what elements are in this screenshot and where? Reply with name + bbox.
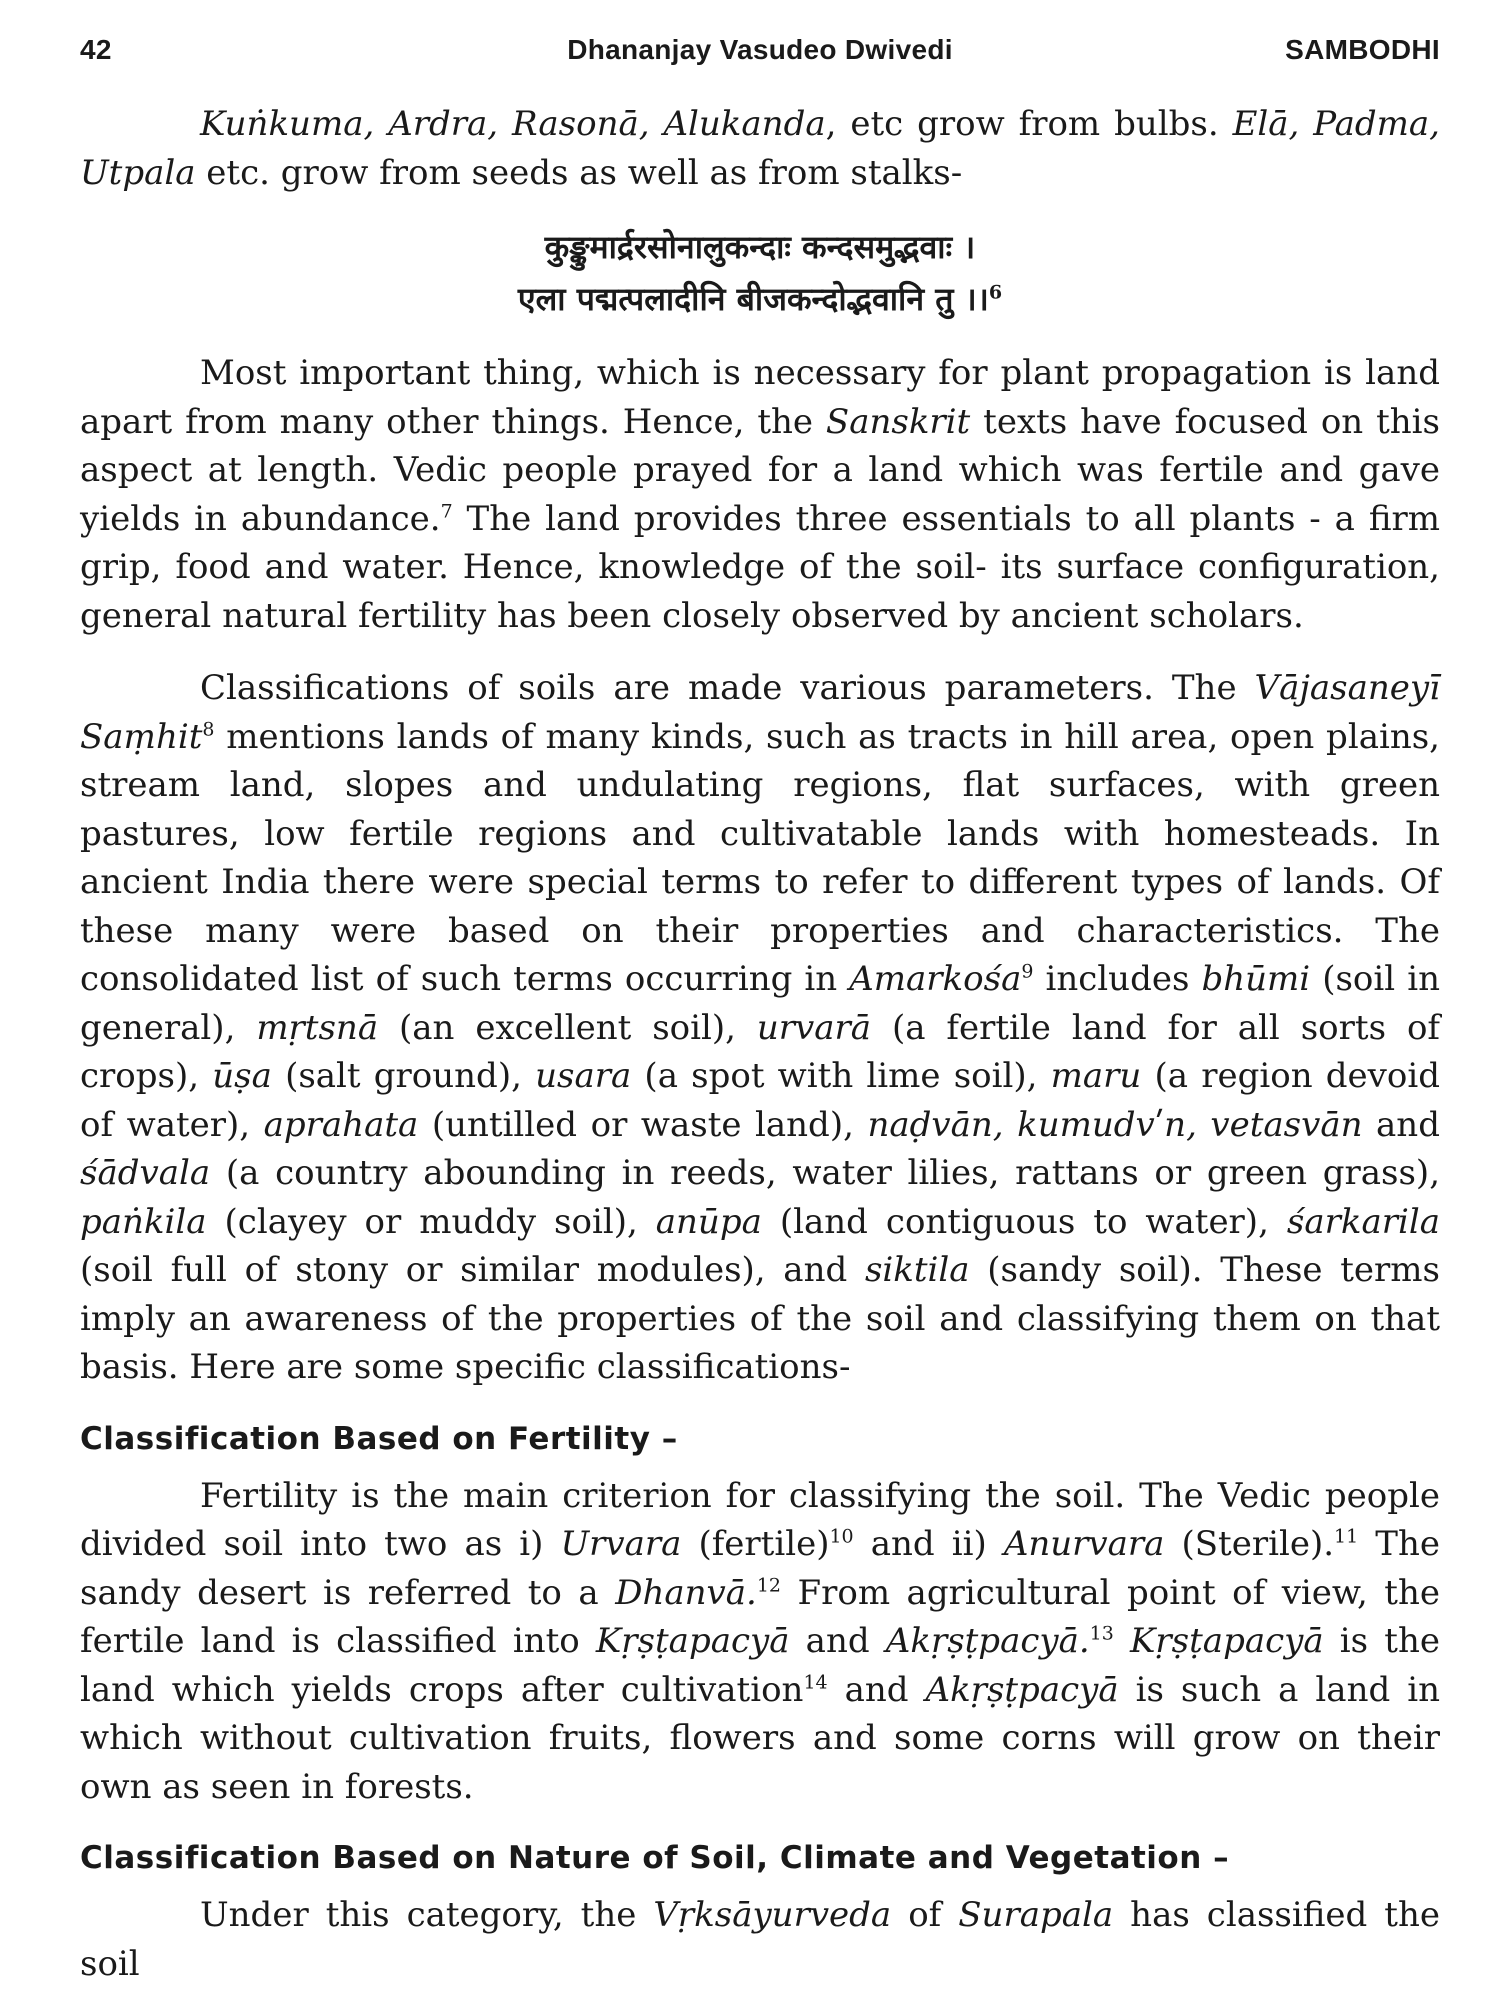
footnote-marker: 9 [1021, 960, 1034, 983]
running-head-journal: SAMBODHI [1285, 34, 1440, 65]
text-run: Classifications of soils are made various parameters. The [200, 668, 1255, 708]
running-header [80, 30, 1440, 80]
text-run: is such a land in which without cultivation fruits, flowers and some corns will grow on their own as seen in forests. [80, 1669, 1440, 1807]
text-run: (sandy soil). These terms imply an awareness of the properties of the soil and classifying them on that basis. Here are some specific classifications- [80, 1250, 1440, 1387]
footnote-marker: 14 [803, 1671, 828, 1694]
section-heading-nature-of-soil: Classification Based on Nature of Soil, Climate and Vegetation – [80, 1840, 1230, 1876]
page-body [80, 100, 1440, 1988]
page-number: 42 [80, 34, 112, 65]
text-run: (an excellent soil), [378, 1007, 757, 1048]
italic-term: Akṛṣṭpacyā. [885, 1621, 1090, 1661]
text-run: and [1362, 1104, 1440, 1145]
text-run: has classified the soil [80, 1895, 1440, 1984]
text-run: The sandy desert is referred to a [80, 1524, 1440, 1613]
section-heading-fertility: Classification Based on Fertility – [80, 1420, 678, 1457]
italic-term: Surapala [958, 1895, 1114, 1935]
italic-term: Akṛṣṭpacyā [925, 1669, 1119, 1710]
text-run: and [789, 1621, 886, 1661]
text-run: (a fertile land for all sorts of crops), [80, 1007, 1440, 1096]
italic-term: maru [1050, 1056, 1142, 1096]
text-run: texts have focused on this aspect at length. Vedic people prayed for a land which was fertile and gave yields in abundance. [80, 401, 1440, 539]
text-run: (land contiguous to water), [761, 1201, 1287, 1242]
text-run: (fertile) [681, 1524, 830, 1564]
text-run: etc. grow from seeds as well as from stalks- [195, 152, 963, 193]
verse-line-2-text: एला पद्मत्पलादीनि बीजकन्दोद्भवानि तु ।। [517, 280, 989, 318]
italic-term: Dhanvā. [615, 1572, 757, 1613]
text-run: and [827, 1669, 926, 1710]
paragraph-land [80, 349, 1440, 640]
paragraph-bulbs-seeds [80, 100, 1440, 197]
text-run: Fertility is the main criterion for classifying the soil. The Vedic people divided soil into two as i) [80, 1475, 1440, 1564]
italic-term: Elā, Padma, Utpala [80, 104, 1440, 193]
text-run: includes [1033, 959, 1202, 999]
text-run: (salt ground), [271, 1056, 536, 1096]
text-run: Under this category, the [200, 1895, 654, 1935]
text-run: of [891, 1895, 959, 1935]
footnote-marker: 13 [1089, 1622, 1114, 1645]
footnote-marker: 10 [829, 1525, 854, 1548]
footnote-marker: 7 [440, 500, 453, 523]
text-run: Most important thing, which is necessary for plant propagation is land apart from many other things. Hence, the [80, 353, 1440, 442]
running-head-author: Dhananjay Vasudeo Dwivedi [567, 34, 953, 65]
italic-term: śādvala [80, 1153, 211, 1193]
text-run: (clayey or muddy soil), [206, 1201, 656, 1242]
text-run: (soil full of stony or similar modules), and [80, 1250, 865, 1290]
footnote-marker: 6 [988, 281, 1003, 304]
italic-term: bhūmi [1201, 959, 1311, 999]
text-run: The land provides three essentials to all plants - a firm grip, food and water. Hence, knowledge of the soil- its surface configuration, general natural fertility has been closely observed by ancient scholars. [80, 498, 1440, 636]
italic-term: Vṛksāyurveda [653, 1895, 892, 1935]
italic-term: aprahata [263, 1104, 419, 1145]
sanskrit-verse [80, 221, 1440, 325]
footnote-marker: 8 [202, 718, 215, 741]
text-run: , etc grow from bulbs. [825, 104, 1233, 144]
text-run: and ii) [853, 1524, 1004, 1564]
text-run: (a region devoid of water), [80, 1056, 1440, 1145]
italic-term: Kuṅkuma, Ardra, Rasonā, Alukanda [200, 104, 826, 144]
italic-term: Vājasaneyī Saṃhit [80, 668, 1440, 757]
text-run: (Sterile). [1164, 1524, 1335, 1564]
italic-term: Anurvara [1003, 1524, 1165, 1564]
paragraph-vrksayurveda [80, 1891, 1440, 1988]
italic-term: śarkarila [1286, 1201, 1440, 1242]
text-run: mentions lands of many kinds, such as tracts in hill area, open plains, stream land, slopes and undulating regions, flat surfaces, with green pastures, low fertile regions and cultivatable lands with homesteads. In ancient India there were special terms to refer to different types of lands. Of these many were based on their properties and characteristics. The consolidated list of such terms occurring in [80, 716, 1440, 999]
italic-term: Amarkośa [849, 959, 1022, 999]
text-run: (soil in general), [80, 959, 1440, 1048]
text-run: (a spot with lime soil), [631, 1056, 1051, 1096]
italic-term: paṅkila [80, 1201, 207, 1242]
footnote-marker: 11 [1334, 1525, 1359, 1548]
verse-line-1: कुङ्कुमार्द्ररसोनालुकन्दाः कन्दसमुद्भवाः । [544, 228, 976, 266]
text-run: From agricultural point of view, the fertile land is classified into [80, 1572, 1440, 1661]
paragraph-fertility [80, 1472, 1440, 1812]
paragraph-soil-classifications [80, 664, 1440, 1392]
text-run [1114, 1621, 1130, 1661]
italic-term: naḍvān, kumudvʹn, vetasvān [867, 1104, 1363, 1145]
italic-term: Sanskrit [825, 401, 971, 442]
text-run: (untilled or waste land), [418, 1104, 868, 1145]
italic-term: siktila [864, 1250, 970, 1290]
text-run: (a country abounding in reeds, water lilies, rattans or green grass), [210, 1153, 1440, 1193]
text-run: is the land which yields crops after cultivation [80, 1621, 1440, 1710]
italic-term: Kṛṣṭapacyā [595, 1621, 790, 1661]
verse-line-2 [80, 273, 1440, 325]
italic-term: mṛtsnā [256, 1007, 379, 1048]
italic-term: usara [535, 1056, 632, 1096]
italic-term: Urvara [560, 1524, 682, 1564]
footnote-marker: 12 [756, 1574, 781, 1597]
italic-term: ūṣa [212, 1056, 272, 1096]
italic-term: Kṛṣṭapacyā [1130, 1621, 1324, 1661]
italic-term: urvarā [756, 1007, 872, 1048]
italic-term: anūpa [655, 1201, 762, 1242]
